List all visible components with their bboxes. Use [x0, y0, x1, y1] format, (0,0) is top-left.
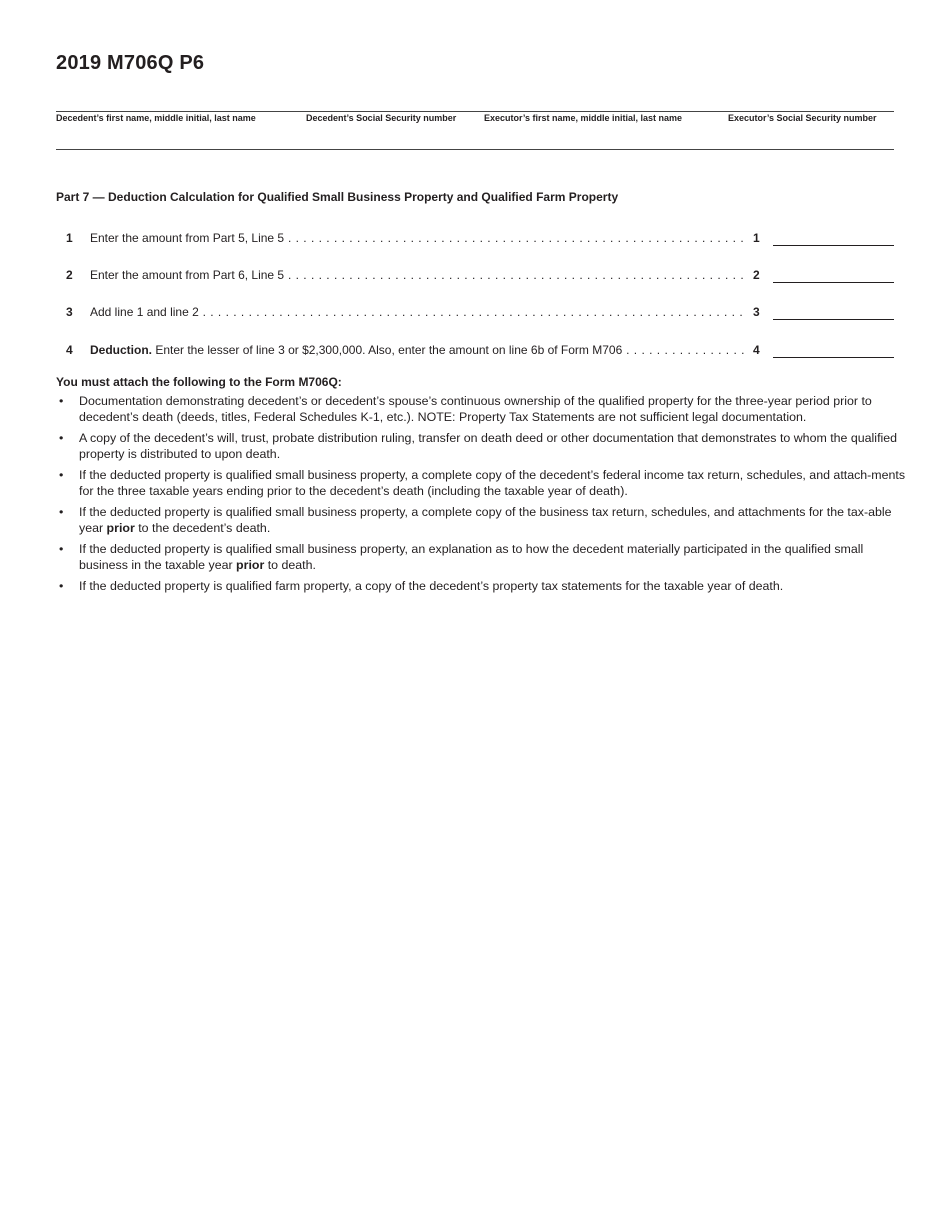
attachments-heading: You must attach the following to the Form M706Q: — [56, 375, 342, 389]
box-number: 3 — [753, 305, 760, 319]
line-3-row — [56, 305, 894, 321]
decedent-ssn-label: Decedent’s Social Security number — [306, 113, 457, 123]
line-text: Enter the amount from Part 6, Line 5 . . . — [90, 268, 744, 282]
line-3-amount-field[interactable] — [773, 319, 894, 320]
bullet: • — [59, 505, 64, 519]
list-item — [56, 541, 906, 573]
deduction-label: Deduction. — [90, 343, 152, 357]
box-number: 4 — [753, 343, 760, 357]
box-number: 1 — [753, 231, 760, 245]
decedent-name-label: Decedent’s first name, middle initial, last name — [56, 113, 256, 123]
list-item-text: A copy of the decedent’s will, trust, probate distribution ruling, transfer on death deed or other documentation that demonstrates to whom the qualified property is distributed to upon death. — [79, 431, 898, 461]
list-item — [56, 578, 906, 594]
header-input-row[interactable] — [56, 149, 894, 150]
list-item-text: If the deducted property is qualified farm property, a copy of the decedent’s property tax statements for the taxable year of death. — [79, 579, 784, 593]
part7-title: Part 7 — Deduction Calculation for Qualified Small Business Property and Qualified Farm Property — [56, 190, 619, 204]
line-1-amount-field[interactable] — [773, 245, 894, 246]
bullet: • — [59, 431, 64, 445]
list-item — [56, 504, 906, 536]
line-number: 1 — [66, 231, 73, 245]
bullet: • — [59, 468, 64, 482]
list-item-text-pre: If the deducted property is qualified small business property, a complete copy of the business tax return, schedules, and attachments for the tax-able year — [79, 505, 892, 535]
line-1-row — [56, 231, 894, 247]
list-item-text: Documentation demonstrating decedent’s or decedent’s spouse’s continuous ownership of the qualified property for the three-year period prior to decedent’s death (deeds, titles, Federal Schedules K-1, etc.). NOTE: Property Tax Statements are not sufficient legal documentation. — [79, 394, 872, 424]
bullet: • — [59, 394, 64, 408]
line-text — [90, 343, 744, 357]
bullet: • — [59, 579, 64, 593]
line-2-row — [56, 268, 894, 284]
list-item — [56, 467, 906, 499]
header-top-rule — [56, 111, 894, 112]
page-title: 2019 M706Q P6 — [56, 52, 205, 74]
line-number: 4 — [66, 343, 73, 357]
line-4-amount-field[interactable] — [773, 357, 894, 358]
line-number: 3 — [66, 305, 73, 319]
list-item-text-post: to death. — [264, 558, 316, 572]
executor-name-label: Executor’s first name, middle initial, last name — [484, 113, 683, 123]
list-item — [56, 430, 906, 462]
emphasis-prior: prior — [106, 521, 135, 535]
line-number: 2 — [66, 268, 73, 282]
line-4-text: Enter the lesser of line 3 or $2,300,000. Also, enter the amount on line 6b of Form M706 — [152, 343, 623, 357]
line-2-amount-field[interactable] — [773, 282, 894, 283]
line-text: Add line 1 and line 2 . . . — [90, 305, 744, 319]
attachments-list — [56, 393, 906, 599]
list-item-text: If the deducted property is qualified small business property, a complete copy of the decedent’s federal income tax return, schedules, and attach-ments for the three taxable years ending prior to the decedent’s death (including the taxable year of death). — [79, 468, 906, 498]
list-item-text-pre: If the deducted property is qualified small business property, an explanation as to how the decedent materially participated in the qualified small business in the taxable year — [79, 542, 864, 572]
emphasis-prior: prior — [236, 558, 265, 572]
list-item — [56, 393, 906, 425]
list-item-text-post: to the decedent’s death. — [134, 521, 271, 535]
bullet: • — [59, 542, 64, 556]
line-text: Enter the amount from Part 5, Line 5 . . . — [90, 231, 744, 245]
line-4-row — [56, 343, 894, 359]
executor-ssn-label: Executor’s Social Security number — [728, 113, 877, 123]
box-number: 2 — [753, 268, 760, 282]
